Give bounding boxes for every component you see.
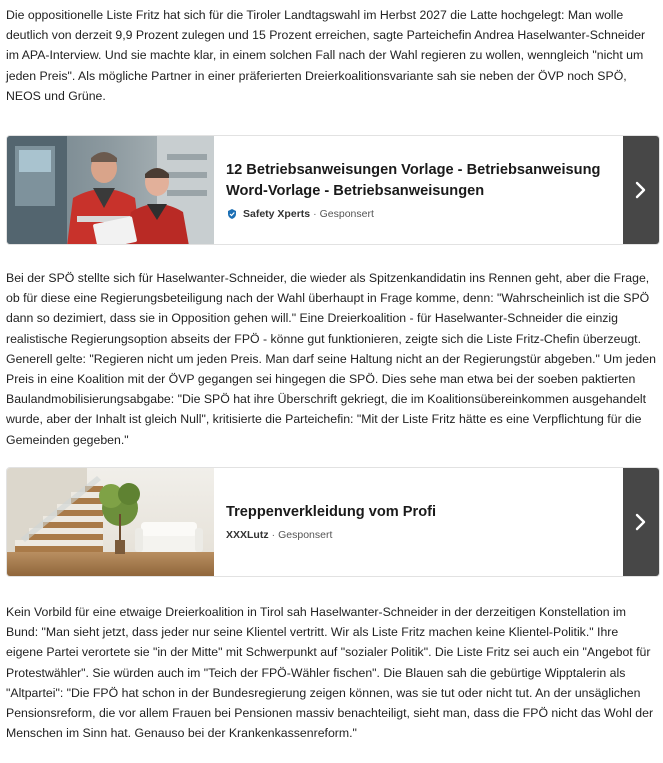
- ad-sponsored-label: Gesponsert: [319, 207, 374, 220]
- sponsored-ad-card-safety-xperts[interactable]: [6, 135, 660, 245]
- article-paragraph-1: Die oppositionelle Liste Fritz hat sich für die Tiroler Landtagswahl im Herbst 2027 die Latte hochgelegt: Man wolle deutlich von derzeit 9,9 Prozent zulegen und 15 Prozent erreichen, sagte Parteichefin Andrea Haselwanter-Schneider im APA-Interview. Und sie machte klar, in einem solchen Fall nach der Wahl regieren zu wollen, wenngleich "nicht um jeden Preis". Als mögliche Partner in einer präferierten Dreierkoalitionsvariante sah sie neben der ÖVP noch SPÖ, NEOS und Grüne.: [6, 8, 646, 103]
- ad-content[interactable]: [214, 468, 623, 576]
- article-paragraph-2: Bei der SPÖ stellte sich für Haselwanter-Schneider, die wieder als Spitzenkandidatin ins Rennen geht, aber die Frage, ob für diese eine Regierungsbeteiligung nach der Wahl überhaupt in Frage komme, denn: "Wahrscheinlich ist die SPÖ dann so dezimiert, dass sie in Opposition gehen will." Eine Dreierkoalition - für Haselwanter-Schneider die einzig realistische Regierungsoption abseits der FPÖ - könne gut funktionieren, zeigte sich die Liste Fritz-Chefin überzeugt. Generell gelte: "Regieren nicht um jeden Preis. Man darf seine Haltung nicht an der Regierungstür abgeben." Um jeden Preis in eine Koalition mit der ÖVP gegangen sei hingegen die SPÖ. Dies sehe man etwa bei der soeben paktierten Baulandmobilisierungsabgabe: "Die SPÖ hat ihre Überschrift gekriegt, die im Koalitionsübereinkommen ausgehandelt wurde, aber der Inhalt ist gleich Null", kritisierte die Parteichefin: "Mit der Liste Fritz hätte es eine Verpflichtung für die Gemeinden gegeben.": [6, 271, 656, 447]
- chevron-right-icon: [635, 513, 647, 531]
- safety-xperts-logo-icon: [226, 208, 238, 220]
- article-paragraph-3: Kein Vorbild für eine etwaige Dreierkoalition in Tirol sah Haselwanter-Schneider in der derzeitigen Konstellation im Bund: "Man sieht jetzt, dass jeder nur seine Klientel vertritt. Wir als Liste Fritz machen keine Klientel-Politik." Ihre eigene Partei verortete sie "in der Mitte" mit Schwerpunkt auf "sozialer Politik". Die Liste Fritz sei auch ein "Angebot für Protestwähler". Sie würden auch im "Teich der FPÖ-Wähler fischen". Die Blauen sah die gebürtige Wipptalerin als "Altpartei": "Die FPÖ hat schon in der Bundesregierung zeigen können, was sie tut oder nicht tut. An der unsäglichen Pensionsreform, die vor allem Frauen bei Pensionen massiv benachteiligt, sieht man, dass die FPÖ nicht das Wohl der Menschen im Sinn hat. Genauso bei der Krankenkassenreform.": [6, 605, 654, 741]
- ad-title[interactable]: 12 Betriebsanweisungen Vorlage - Betriebsanweisung Word-Vorlage - Betriebsanweisungen: [226, 161, 601, 199]
- sponsored-ad-card-xxxlutz[interactable]: [6, 467, 660, 577]
- ad-thumbnail-factory-workers[interactable]: [7, 136, 214, 244]
- ad-content[interactable]: [214, 136, 623, 244]
- ad-title[interactable]: Treppenverkleidung vom Profi: [226, 504, 437, 520]
- chevron-right-icon: [635, 181, 647, 199]
- meta-separator: ·: [313, 207, 317, 220]
- ad-meta: [226, 207, 611, 221]
- ad-open-button[interactable]: [623, 468, 659, 576]
- ad-thumbnail-staircase[interactable]: [7, 468, 214, 576]
- ad-open-button[interactable]: [623, 136, 659, 244]
- ad-sponsored-label: Gesponsert: [278, 529, 333, 541]
- meta-separator: ·: [271, 529, 276, 541]
- ad-meta: [226, 528, 611, 542]
- ad-source: Safety Xperts: [243, 207, 311, 220]
- ad-source: XXXLutz: [226, 529, 269, 541]
